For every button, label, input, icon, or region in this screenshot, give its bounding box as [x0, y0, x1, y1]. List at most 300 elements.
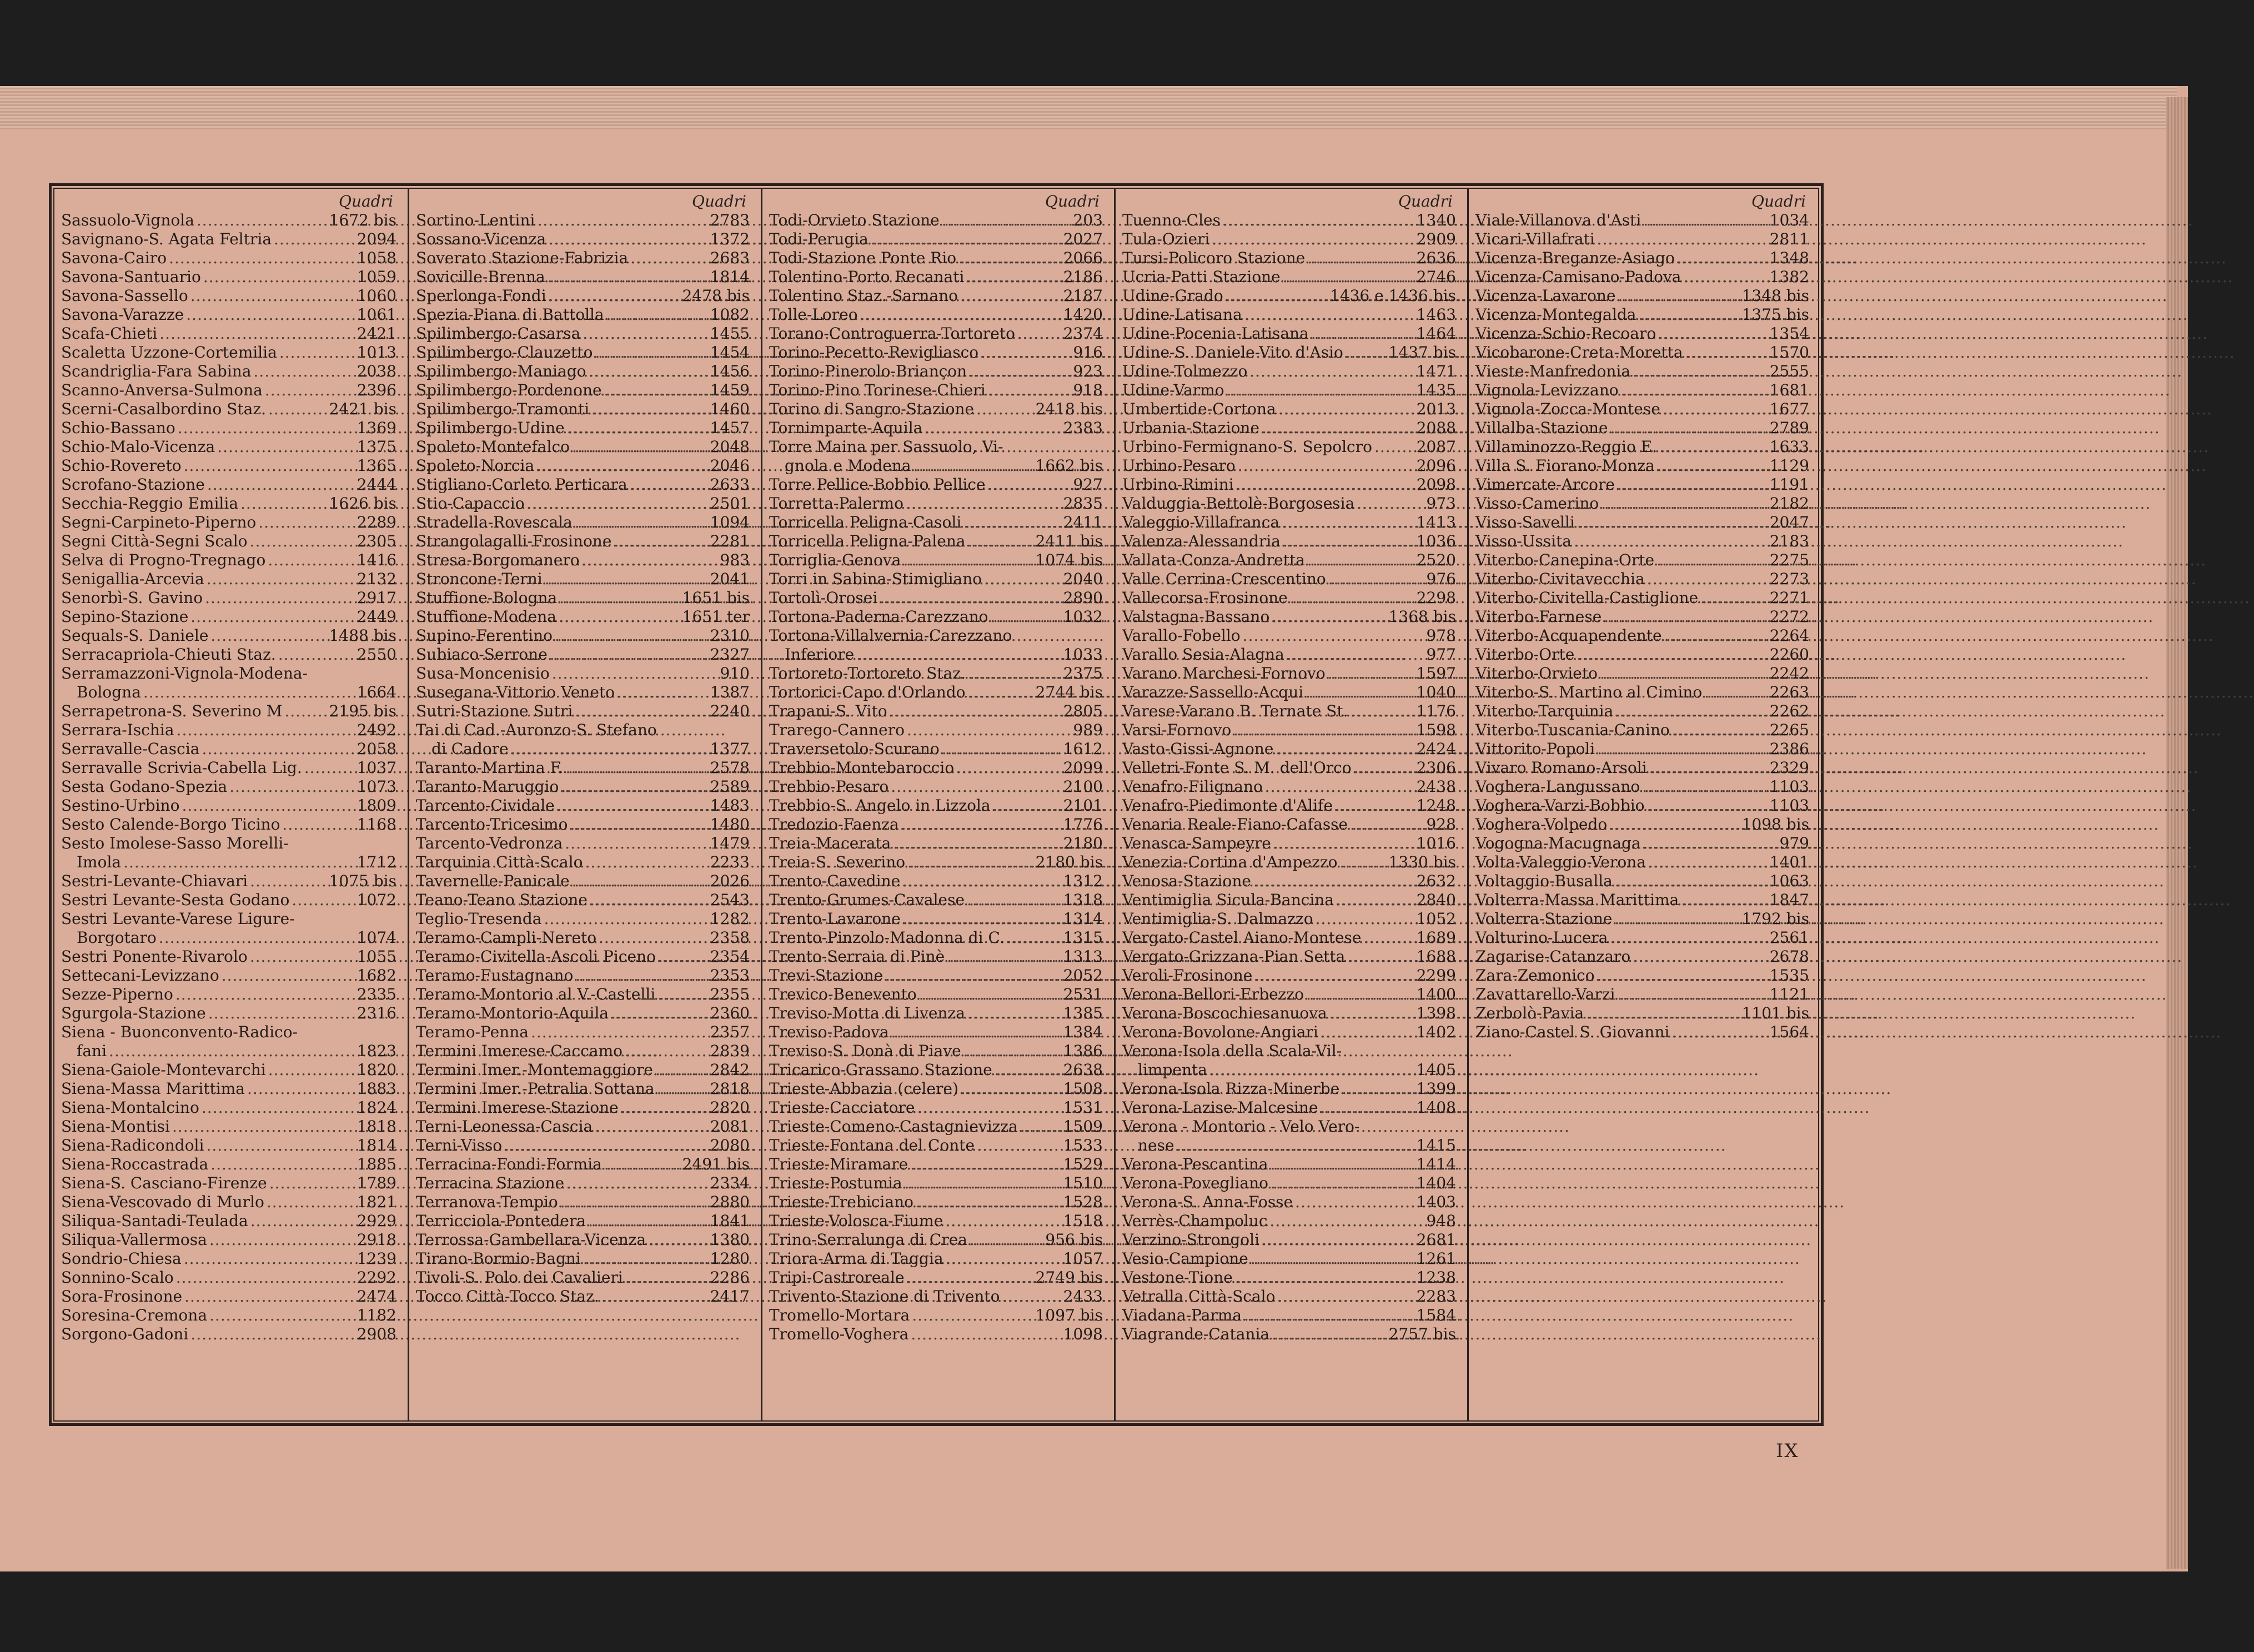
- entry-name: Volterra-Massa Marittima: [1475, 891, 1679, 909]
- leader-dots: [1328, 664, 1414, 683]
- index-entry: [769, 796, 1104, 815]
- entry-name: Spoleto-Montefalco: [416, 438, 570, 456]
- leader-dots: [186, 305, 355, 324]
- leader-dots: [907, 853, 1033, 872]
- leader-dots: [1604, 607, 1767, 626]
- leader-dots: [1617, 985, 1767, 1004]
- entry-table-number: 1248: [1416, 796, 1456, 815]
- entry-name: Valle Cerrina-Crescentino: [1122, 570, 1326, 588]
- entry-table-number: 2386: [1769, 740, 1809, 758]
- index-entry: [1122, 853, 1457, 872]
- entry-table-number: 2335: [357, 985, 396, 1003]
- entry-name: Stradella-Rovescala: [416, 513, 573, 531]
- leader-dots: [1002, 1287, 1061, 1306]
- entry-name: Viterbo-S. Martino al Cimino: [1475, 683, 1703, 701]
- leader-dots: [614, 532, 707, 551]
- entry-table-number: 2183: [1769, 532, 1809, 550]
- leader-dots: [159, 928, 355, 947]
- leader-dots: [1226, 287, 1328, 305]
- entry-table-number: 2636: [1416, 249, 1456, 267]
- entry-table-number: 1372: [710, 230, 750, 248]
- index-entry: [1122, 343, 1457, 362]
- leader-dots: [1672, 721, 1768, 740]
- index-entry: [1122, 494, 1457, 513]
- entry-name: Tortona-Villalvernia-Carezzano: [769, 626, 1012, 645]
- entry-name: Sestri Ponente-Rivarolo: [61, 947, 248, 966]
- leader-dots: [202, 740, 354, 759]
- entry-name: Trebbio-Pesaro: [769, 777, 889, 796]
- entry-name: Subiaco-Serrone: [416, 645, 548, 664]
- leader-dots: [583, 1249, 708, 1268]
- index-entry: [1122, 305, 1457, 324]
- index-entry: [61, 607, 398, 626]
- index-entry: [1475, 211, 1810, 230]
- entry-table-number: 1097 bis: [1035, 1306, 1103, 1324]
- entry-table-number: 1368 bis: [1388, 607, 1456, 626]
- index-entry: [769, 513, 1104, 532]
- index-entry: [1122, 910, 1457, 928]
- leader-dots: [958, 249, 1061, 268]
- entry-table-number: 2433: [1063, 1287, 1103, 1305]
- entry-table-number: 1348 bis: [1741, 287, 1809, 305]
- entry-table-number: 1677: [1769, 400, 1809, 418]
- leader-dots: [1615, 872, 1768, 891]
- index-entry: [1122, 1193, 1457, 1212]
- leader-dots: [1307, 249, 1414, 268]
- index-entry: [1475, 589, 1810, 607]
- leader-dots: [1609, 815, 1739, 834]
- index-entry: [1475, 928, 1810, 947]
- entry-name: Spilimbergo-Pordenone: [416, 381, 602, 399]
- entry-name: Vignola-Zocca-Montese: [1475, 400, 1660, 418]
- index-entry: [1122, 1042, 1457, 1079]
- entry-name: Viterbo-Tarquinia: [1475, 702, 1614, 720]
- leader-dots: [545, 570, 708, 589]
- index-entry: [61, 796, 398, 815]
- leader-dots: [1618, 287, 1740, 305]
- entry-table-number: 2081: [710, 1117, 750, 1136]
- entry-table-number: 1413: [1416, 513, 1456, 531]
- entry-name: Trebbio-Montebaroccio: [769, 759, 955, 777]
- entry-name: Sorgono-Gadoni: [61, 1325, 189, 1343]
- entry-name: Terni-Leonessa-Cascia: [416, 1117, 593, 1136]
- index-entry: [769, 664, 1104, 683]
- leader-dots: [993, 796, 1061, 815]
- leader-dots: [1346, 343, 1387, 362]
- entry-name: Villaminozzo-Reggio E.: [1475, 438, 1658, 456]
- leader-dots: [585, 853, 707, 872]
- entry-name: Sassuolo-Vignola: [61, 211, 194, 229]
- index-entry: [61, 475, 398, 494]
- leader-dots: [544, 910, 707, 928]
- leader-dots: [885, 966, 1061, 985]
- leader-dots: [907, 1268, 1033, 1287]
- entry-name: Treviso-Motta di Livenza: [769, 1004, 965, 1022]
- entry-name: Velletri-Fonte S. M. dell'Orco: [1122, 759, 1352, 777]
- entry-name: Villalba-Stazione: [1475, 419, 1608, 437]
- leader-dots: [966, 268, 1061, 287]
- entry-table-number: 2818: [710, 1079, 750, 1098]
- index-entry: [769, 305, 1104, 324]
- entry-name: Tromello-Mortara: [769, 1306, 910, 1324]
- entry-name: Vogogna-Macugnaga: [1475, 834, 1641, 852]
- entry-table-number: 2632: [1416, 872, 1456, 890]
- entry-name: Tortolì-Orosei: [769, 589, 878, 607]
- entry-table-number: 2749 bis: [1035, 1268, 1103, 1287]
- entry-table-number: 2272: [1769, 607, 1809, 626]
- leader-dots: [963, 513, 1061, 532]
- entry-table-number: 2918: [357, 1231, 396, 1249]
- entry-table-number: 1380: [710, 1231, 750, 1249]
- index-entry: [1475, 834, 1810, 853]
- index-entry: [61, 211, 398, 230]
- leader-dots: [1329, 1004, 1414, 1023]
- leader-dots: [268, 1061, 355, 1079]
- entry-table-number: 1820: [357, 1061, 396, 1079]
- leader-dots: [1347, 947, 1414, 966]
- entry-name: Tocco Città-Tocco Staz.: [416, 1287, 599, 1305]
- entry-name: Varese-Varano B. Ternate St.: [1122, 702, 1348, 720]
- index-entry: [1475, 287, 1810, 305]
- index-entry: [769, 891, 1104, 910]
- index-entry: [1122, 324, 1457, 343]
- entry-name: Siena-S. Casciano-Firenze: [61, 1174, 267, 1192]
- entry-name: Treviso-S. Donà di Piave: [769, 1042, 961, 1060]
- index-entry: [769, 1061, 1104, 1079]
- index-entry: [416, 1174, 751, 1193]
- entry-table-number: 1063: [1769, 872, 1809, 890]
- leader-dots: [575, 966, 707, 985]
- leader-dots: [588, 362, 707, 381]
- leader-dots: [860, 305, 1061, 324]
- leader-dots: [549, 287, 680, 305]
- index-entry: [769, 702, 1104, 721]
- entry-name: Stresa-Borgomanero: [416, 551, 580, 569]
- index-entry: [769, 287, 1104, 305]
- entry-table-number: 2186: [1063, 268, 1103, 286]
- entry-name: Venosa-Stazione: [1122, 872, 1251, 890]
- entry-table-number: 2233: [710, 853, 750, 871]
- entry-name: Torre Pellice-Bobbio Pellice: [769, 475, 986, 494]
- leader-dots: [648, 1231, 708, 1249]
- column-header: Quadri: [692, 192, 746, 210]
- index-entry: [416, 947, 751, 966]
- entry-name: Vicenza-Lavarone: [1475, 287, 1616, 305]
- index-entry: [416, 815, 751, 834]
- entry-table-number: 2840: [1416, 891, 1456, 909]
- leader-dots: [1597, 966, 1768, 985]
- entry-name: Tredozio-Faenza: [769, 815, 899, 833]
- index-entry: [1475, 400, 1810, 419]
- entry-table-number: 1059: [357, 268, 396, 286]
- index-entry: [1122, 1079, 1457, 1098]
- index-entry: [769, 626, 1104, 664]
- leader-dots: [911, 1325, 1061, 1344]
- entry-table-number: 2353: [710, 966, 750, 985]
- leader-dots: [250, 1212, 355, 1231]
- entry-name: Serrapetrona-S. Severino M: [61, 702, 283, 720]
- entry-name: Torretta-Palermo: [769, 494, 903, 513]
- entry-name: Scerni-Casalbordino Staz.: [61, 400, 267, 418]
- entry-name: Vicobarone-Creta-Moretta: [1475, 343, 1683, 361]
- entry-table-number: 956 bis: [1045, 1231, 1103, 1249]
- entry-table-number: 1480: [710, 815, 750, 833]
- index-entry: [1475, 664, 1810, 683]
- leader-dots: [560, 1193, 708, 1212]
- leader-dots: [995, 1061, 1061, 1079]
- entry-table-number: 2027: [1063, 230, 1103, 248]
- entry-name: Siena-Roccastrada: [61, 1155, 209, 1173]
- index-entry: [416, 1287, 751, 1306]
- index-entry: [1122, 645, 1457, 664]
- entry-name: Vignola-Levizzano: [1475, 381, 1619, 399]
- entry-table-number: 2260: [1769, 645, 1809, 664]
- entry-name: Trieste-Trebiciano: [769, 1193, 913, 1211]
- entry-name: Soverato Stazione-Fabrizia: [416, 249, 629, 267]
- entry-table-number: 2098: [1416, 475, 1456, 494]
- leader-dots: [265, 381, 355, 400]
- entry-name-continued: nese: [1138, 1136, 1174, 1154]
- entry-table-number: 1399: [1416, 1079, 1456, 1098]
- leader-dots: [184, 1249, 355, 1268]
- entry-name: Todi-Perugia: [769, 230, 869, 248]
- entry-table-number: 2550: [357, 645, 396, 664]
- leader-dots: [595, 343, 707, 362]
- entry-table-number: 1375 bis: [1741, 305, 1809, 324]
- leader-dots: [274, 230, 355, 249]
- entry-name: Venafro-Piedimonte d'Alife: [1122, 796, 1333, 815]
- leader-dots: [292, 891, 354, 910]
- leader-dots: [891, 777, 1061, 796]
- entry-name: Termini Imer.-Petralia Sottana: [416, 1079, 655, 1098]
- entry-name: Teramo-Fustagnano: [416, 966, 574, 985]
- entry-table-number: 983: [720, 551, 750, 569]
- entry-name: Voghera-Volpedo: [1475, 815, 1608, 833]
- entry-table-number: 989: [1073, 721, 1103, 739]
- leader-dots: [1610, 928, 1767, 947]
- entry-name: Trento-Serraia di Pinè: [769, 947, 945, 966]
- leader-dots: [254, 362, 355, 381]
- entry-name: Savona-Varazze: [61, 305, 184, 324]
- leader-dots: [575, 702, 707, 721]
- entry-name: Scaletta Uzzone-Cortemilia: [61, 343, 277, 361]
- leader-dots: [1278, 400, 1414, 419]
- index-entry: [61, 249, 398, 268]
- entry-table-number: 1098 bis: [1741, 815, 1809, 833]
- index-entry: [416, 1023, 751, 1042]
- entry-name: Vieste-Manfredonia: [1475, 362, 1631, 380]
- entry-table-number: 1435: [1416, 381, 1456, 399]
- entry-table-number: 2375: [1063, 664, 1103, 682]
- index-entry: [1475, 1004, 1810, 1023]
- entry-name: Scandriglia-Fara Sabina: [61, 362, 252, 380]
- entry-table-number: 1479: [710, 834, 750, 852]
- leader-dots: [599, 928, 708, 947]
- index-entry: [416, 777, 751, 796]
- leader-dots: [1282, 513, 1414, 532]
- entry-name: Terracina Stazione: [416, 1174, 565, 1192]
- leader-dots: [555, 626, 708, 645]
- index-entry: [769, 1249, 1104, 1268]
- entry-table-number: 948: [1426, 1212, 1456, 1230]
- index-entry: [1475, 381, 1810, 400]
- leader-dots: [1633, 362, 1768, 381]
- entry-name: Viadana-Parma: [1122, 1306, 1242, 1324]
- index-entry: [1122, 1212, 1457, 1231]
- entry-name: Stuffione-Modena: [416, 607, 556, 626]
- index-entry: [416, 419, 751, 438]
- index-entry: [416, 607, 751, 626]
- entry-name: Trevi-Stazione: [769, 966, 883, 985]
- leader-dots: [891, 1023, 1061, 1042]
- index-entry: [416, 343, 751, 362]
- entry-name: Torino-Pecetto-Revigliasco: [769, 343, 979, 361]
- entry-table-number: 1082: [710, 305, 750, 324]
- entry-table-number: 1072: [357, 891, 396, 909]
- entry-name: Terni-Visso: [416, 1136, 503, 1154]
- leader-dots: [984, 570, 1061, 589]
- entry-table-number: 2421 bis: [329, 400, 396, 418]
- index-entry: [1122, 834, 1457, 853]
- entry-table-number: 1261: [1416, 1249, 1456, 1268]
- entry-table-number: 2264: [1769, 626, 1809, 645]
- leader-dots: [1621, 381, 1768, 400]
- index-entry: [1122, 626, 1457, 645]
- entry-name: Settecani-Levizzano: [61, 966, 219, 985]
- entry-name: Varano Marchesi-Fornovo: [1122, 664, 1326, 682]
- entry-table-number: 1651 bis: [682, 589, 750, 607]
- leader-dots: [527, 494, 708, 513]
- index-entry: [1122, 815, 1457, 834]
- entry-table-number: 2334: [710, 1174, 750, 1192]
- entry-name: Serramazzoni-Vignola-Modena-: [61, 664, 308, 682]
- leader-dots: [567, 419, 708, 438]
- entries-list: [416, 211, 751, 1306]
- entry-name: Viale-Villanova d'Asti: [1475, 211, 1641, 229]
- entry-name: Vicenza-Schio-Recoaro: [1475, 324, 1656, 343]
- index-entry: [1475, 343, 1810, 362]
- entry-name: Segni Città-Segni Scalo: [61, 532, 248, 550]
- leader-dots: [190, 1325, 354, 1344]
- entry-table-number: 1681: [1769, 381, 1809, 399]
- entry-table-number: 2842: [710, 1061, 750, 1079]
- leader-dots: [601, 1287, 708, 1306]
- entry-name: Varallo-Fobello: [1122, 626, 1241, 645]
- entry-name: Torri in Sabina-Stimigliano: [769, 570, 982, 588]
- index-entry: [769, 1231, 1104, 1249]
- leader-dots: [184, 1287, 355, 1306]
- entry-table-number: 1386: [1063, 1042, 1103, 1060]
- entry-name: Urbino-Pesaro: [1122, 456, 1236, 475]
- leader-dots: [1265, 777, 1414, 796]
- entry-table-number: 2531: [1063, 985, 1103, 1003]
- entry-name: Tarcento-Tricesimo: [416, 815, 568, 833]
- entry-name: Tolle-Loreo: [769, 305, 858, 324]
- entry-table-number: 910: [720, 664, 750, 682]
- entry-table-number: 1238: [1416, 1268, 1456, 1287]
- entry-name: Soresina-Cremona: [61, 1306, 208, 1324]
- entry-table-number: 1662 bis: [1035, 456, 1103, 475]
- index-entry: [1475, 268, 1810, 287]
- index-entry: [1122, 1098, 1457, 1117]
- index-entry: [416, 1268, 751, 1287]
- leader-dots: [1600, 664, 1768, 683]
- index-entry: [1475, 759, 1810, 777]
- entry-name: Trieste-Comeno-Castagnievizza: [769, 1117, 1018, 1136]
- index-entry: [1122, 287, 1457, 305]
- leader-dots: [625, 1042, 708, 1061]
- entry-name-continued: Imola: [77, 853, 122, 871]
- leader-dots: [279, 343, 355, 362]
- index-entry: [769, 532, 1104, 551]
- entry-table-number: 978: [1426, 626, 1456, 645]
- entry-table-number: 1052: [1416, 910, 1456, 928]
- entry-table-number: 1129: [1769, 456, 1809, 475]
- entry-name: Siena-Gaiole-Montevarchi: [61, 1061, 266, 1079]
- index-entry: [769, 966, 1104, 985]
- leader-dots: [1615, 702, 1767, 721]
- leader-dots: [1306, 683, 1414, 702]
- entry-table-number: 2491 bis: [682, 1155, 750, 1173]
- index-entry: [416, 438, 751, 456]
- leader-dots: [1354, 759, 1414, 777]
- index-entry: [61, 456, 398, 475]
- leader-dots: [172, 1117, 355, 1136]
- entry-table-number: 1529: [1063, 1155, 1103, 1173]
- index-entry: [61, 966, 398, 985]
- entry-name: Udine-Pocenia-Latisana: [1122, 324, 1309, 343]
- entry-table-number: 2058: [357, 740, 396, 758]
- entry-table-number: 1061: [357, 305, 396, 324]
- index-entry: [416, 759, 751, 777]
- entry-name: Tula-Ozieri: [1122, 230, 1210, 248]
- entry-name: Verona-Isola Rizza-Minerbe: [1122, 1079, 1340, 1098]
- entry-name: Venezia-Cortina d'Ampezzo: [1122, 853, 1338, 871]
- entry-name: Trieste-Volosca-Fiume: [769, 1212, 943, 1230]
- entry-table-number: 1032: [1063, 607, 1103, 626]
- index-entry: [1122, 249, 1457, 268]
- index-entry: [1475, 513, 1810, 532]
- index-entry: [1475, 607, 1810, 626]
- index-entry: [1475, 683, 1810, 702]
- entry-table-number: 2424: [1416, 740, 1456, 758]
- entry-table-number: 1464: [1416, 324, 1456, 343]
- entry-table-number: 1315: [1063, 928, 1103, 947]
- index-entry: [416, 834, 751, 853]
- entry-table-number: 1483: [710, 796, 750, 815]
- index-entry: [769, 230, 1104, 249]
- entry-name: Trarego-Cannero: [769, 721, 905, 739]
- leader-dots: [1704, 683, 1768, 702]
- index-entry: [416, 570, 751, 589]
- index-entry: [416, 532, 751, 551]
- leader-dots: [177, 721, 355, 740]
- entry-name: Ucria-Patti Stazione: [1122, 268, 1281, 286]
- index-entry: [61, 1061, 398, 1079]
- index-entry: [1475, 966, 1810, 985]
- index-entry: [1122, 1155, 1457, 1174]
- entry-table-number: 2096: [1416, 456, 1456, 475]
- leader-dots: [960, 287, 1061, 305]
- entry-name: Traversetolo-Scurano: [769, 740, 940, 758]
- index-entry: [416, 362, 751, 381]
- leader-dots: [240, 494, 327, 513]
- entry-table-number: 1672 bis: [329, 211, 396, 229]
- leader-dots: [1295, 1193, 1414, 1212]
- index-entry: [1475, 796, 1810, 815]
- leader-dots: [559, 589, 680, 607]
- index-entry: [769, 1098, 1104, 1117]
